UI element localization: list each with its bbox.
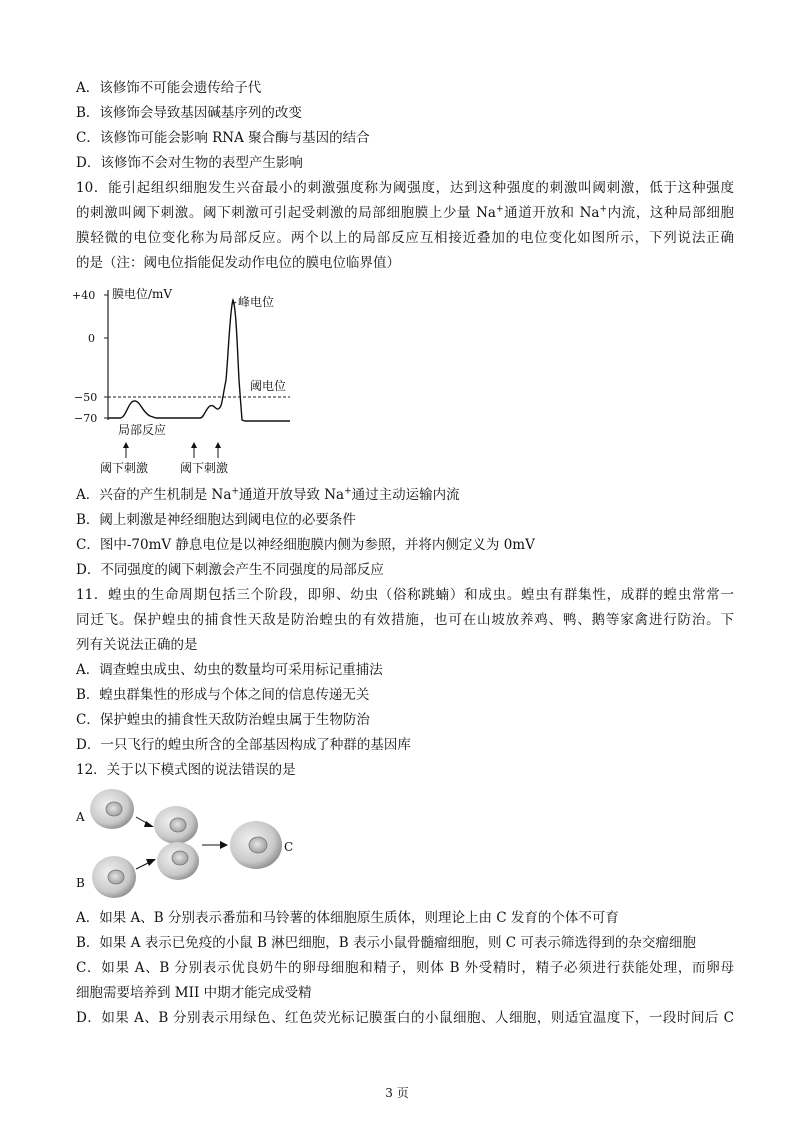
q10-option-a-part: 通道开放导致 Na [238,487,345,503]
q11-stem-line-2: 同迁飞。保护蝗虫的捕食性天敌是防治蝗虫的有效措施，也可在山坡放养鸡、鸭、鹅等家禽进行防治。下 [76,612,734,628]
q12-option-d-line-1: D．如果 A、B 分别表示用绿色、红色荧光标记膜蛋白的小鼠细胞、人细胞，则适宜温度下，一段时间后 C [76,1010,734,1026]
q11-option-b: B．蝗虫群集性的形成与个体之间的信息传递无关 [76,687,370,703]
label-local-response: 局部反应 [118,423,167,437]
q9-option-d: D．该修饰不会对生物的表型产生影响 [76,155,303,171]
q10-stem-part: 通道开放和 Na [503,205,600,221]
label-peak-potential: 峰电位 [238,295,275,309]
label-threshold-potential: 阈电位 [250,379,287,393]
q11-stem-line-3: 列有关说法正确的是 [76,637,198,653]
membrane-potential-trace [108,300,290,421]
q9-option-b: B．该修饰会导致基因碱基序列的改变 [76,105,302,121]
label-subthreshold-2: 阈下刺激 [180,461,229,475]
q12-option-c-line-2: 细胞需要培养到 MII 中期才能完成受精 [76,985,312,1001]
membrane-potential-diagram [70,280,310,480]
cell-c-nucleus [249,837,267,853]
q9-option-a: A．该修饰不可能会遗传给子代 [76,80,262,96]
label-cell-c: C [284,840,294,854]
fusing-upper-nucleus [170,818,186,832]
q12-option-b: B．如果 A 表示已免疫的小鼠 B 淋巴细胞，B 表示小鼠骨髓瘤细胞，则 C 可表示筛选得到的杂交瘤细胞 [76,935,696,951]
tick-label-m50: −50 [74,391,98,404]
arrowhead-c [220,841,228,849]
q12-option-c-line-1: C．如果 A、B 分别表示优良奶牛的卵母细胞和精子，则体 B 外受精时，精子必须进行获能处理，而卵母 [76,960,734,976]
q10-option-b: B．阈上刺激是神经细胞达到阈电位的必要条件 [76,512,356,528]
q10-option-a [76,485,460,505]
superscript-plus: + [344,486,352,497]
q11-option-c: C．保护蝗虫的捕食性天敌防治蝗虫属于生物防治 [76,712,370,728]
q10-stem-line-2 [76,203,734,223]
q9-option-c: C．该修饰可能会影响 RNA 聚合酶与基因的结合 [76,130,370,146]
cell-b-nucleus [108,870,124,884]
arrowhead-b [146,859,156,866]
q10-stem-line-3: 膜轻微的电位变化称为局部反应。两个以上的局部反应互相接近叠加的电位变化如图所示，下列说法正确 [76,230,734,246]
y-axis-label: 膜电位/mV [112,287,173,301]
q11-option-d: D．一只飞行的蝗虫所含的全部基因构成了种群的基因库 [76,737,411,753]
tick-label-p40: +40 [72,289,96,302]
arrowhead-2 [191,442,197,448]
arrowhead-3 [215,442,221,448]
q11-option-a: A．调查蝗虫成虫、幼虫的数量均可采用标记重捕法 [76,662,383,678]
tick-label-m70: −70 [74,412,98,425]
q10-option-d: D．不同强度的阈下刺激会产生不同强度的局部反应 [76,562,384,578]
q10-stem-part: 内流，这种局部细胞 [606,205,735,221]
cell-fusion-diagram [70,785,320,905]
superscript-plus: + [599,204,607,215]
cell-a-nucleus [106,802,122,816]
q10-option-a-part: 通过主动运输内流 [351,487,460,503]
label-cell-b: B [76,876,85,890]
arrowhead-1 [123,442,129,448]
label-cell-a: A [76,810,85,824]
q10-stem-part: 的刺激叫阈下刺激。阈下刺激可引起受刺激的局部细胞膜上少量 Na [76,205,496,221]
fusing-lower-nucleus [172,851,188,865]
q11-stem-line-1: 11．蝗虫的生命周期包括三个阶段，即卵、幼虫（俗称跳蝻）和成虫。蝗虫有群集性，成群的蝗虫常常一 [76,587,734,603]
superscript-plus: + [495,204,504,215]
tick-label-0: 0 [88,332,95,345]
superscript-plus: + [231,486,239,497]
q10-option-a-part: A．兴奋的产生机制是 Na [76,487,232,503]
q10-stem-line-4: 的是（注：阈电位指能促发动作电位的膜电位临界值） [76,255,400,271]
q12-option-a: A．如果 A、B 分别表示番茄和马铃薯的体细胞原生质体，则理论上由 C 发育的个体不可育 [76,910,619,926]
q10-option-c: C．图中-70mV 静息电位是以神经细胞膜内侧为参照，并将内侧定义为 0mV [76,537,535,553]
q10-stem-line-1: 10．能引起组织细胞发生兴奋最小的刺激强度称为阈强度，达到这种强度的刺激叫阈刺激，低于这种强度 [76,180,734,196]
q12-stem: 12．关于以下模式图的说法错误的是 [76,762,296,778]
page-number: 3 页 [385,1086,409,1100]
label-subthreshold-1: 阈下刺激 [100,461,149,475]
